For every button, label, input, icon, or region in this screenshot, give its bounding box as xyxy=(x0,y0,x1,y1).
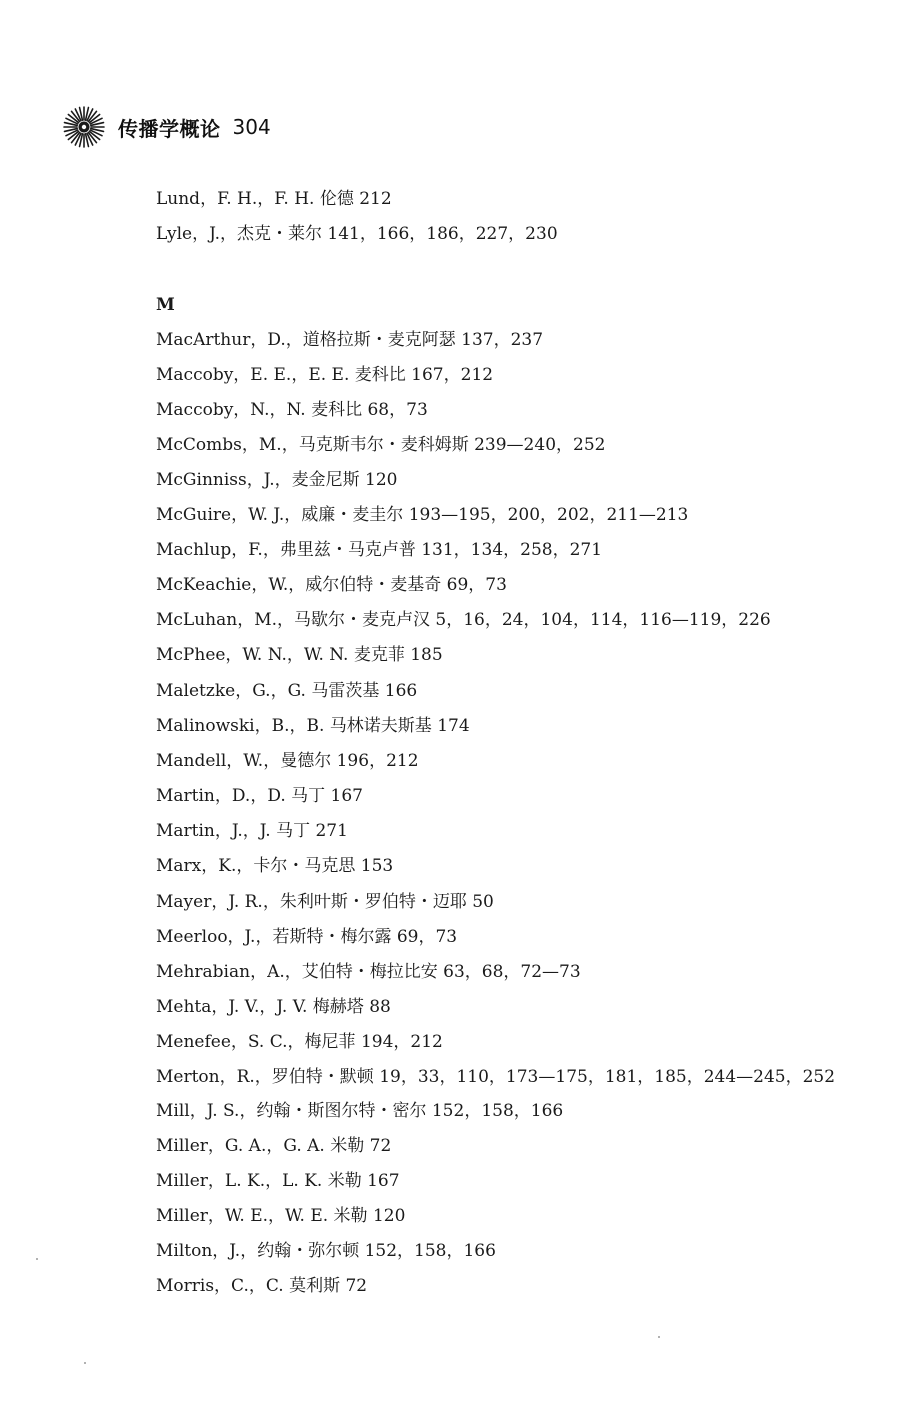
scan-speck xyxy=(84,1362,86,1364)
index-entry: Morris，C.，C. 莫利斯 72 xyxy=(156,1276,368,1296)
index-entry: Maletzke，G.，G. 马雷茨基 166 xyxy=(156,681,418,701)
index-entry: Milton，J.，约翰・弥尔顿 152，158，166 xyxy=(156,1241,496,1261)
index-entry: McKeachie，W.，威尔伯特・麦基奇 69，73 xyxy=(156,575,507,595)
chrysanthemum-emblem-icon xyxy=(62,105,106,149)
index-entry: Miller，L. K.，L. K. 米勒 167 xyxy=(156,1171,400,1191)
index-entry: McLuhan，M.，马歇尔・麦克卢汉 5，16，24，104，114，116—119，226 xyxy=(156,610,771,630)
index-entry: McGuire，W. J.，威廉・麦圭尔 193—195，200，202，211—213 xyxy=(156,505,689,525)
section-letter: M xyxy=(156,295,175,315)
index-entry: Merton，R.，罗伯特・默顿 19，33，110，173—175，181，185，244—245，252 xyxy=(156,1067,836,1087)
index-entry: Lund，F. H.，F. H. 伦德 212 xyxy=(156,189,392,209)
index-entry: Miller，G. A.，G. A. 米勒 72 xyxy=(156,1136,392,1156)
index-entry: McPhee，W. N.，W. N. 麦克菲 185 xyxy=(156,645,443,665)
index-entry: Maccoby，N.，N. 麦科比 68，73 xyxy=(156,400,428,420)
index-entry: Malinowski，B.，B. 马林诺夫斯基 174 xyxy=(156,716,470,736)
index-entry: Mayer，J. R.，朱利叶斯・罗伯特・迈耶 50 xyxy=(156,892,494,912)
index-entry: Miller，W. E.，W. E. 米勒 120 xyxy=(156,1206,406,1226)
index-entry: Lyle，J.，杰克・莱尔 141，166，186，227，230 xyxy=(156,224,558,244)
index-entry: Marx，K.，卡尔・马克思 153 xyxy=(156,856,394,876)
index-entry: Martin，D.，D. 马丁 167 xyxy=(156,786,363,806)
index-entry: Martin，J.，J. 马丁 271 xyxy=(156,821,348,841)
index-entry: Meerloo，J.，若斯特・梅尔露 69，73 xyxy=(156,927,458,947)
index-entry: Machlup，F.，弗里兹・马克卢普 131，134，258，271 xyxy=(156,540,603,560)
index-entry: Maccoby，E. E.，E. E. 麦科比 167，212 xyxy=(156,365,494,385)
index-entry: Mill，J. S.，约翰・斯图尔特・密尔 152，158，166 xyxy=(156,1101,564,1121)
index-entry: McGinniss，J.，麦金尼斯 120 xyxy=(156,470,398,490)
index-entry: McCombs，M.，马克斯韦尔・麦科姆斯 239—240，252 xyxy=(156,435,606,455)
index-entry: Mehta，J. V.，J. V. 梅赫塔 88 xyxy=(156,997,391,1017)
index-entry: Mandell，W.，曼德尔 196，212 xyxy=(156,751,419,771)
page-number: 304 xyxy=(232,115,271,139)
index-entry: Menefee，S. C.，梅尼菲 194，212 xyxy=(156,1032,443,1052)
index-entry: MacArthur，D.，道格拉斯・麦克阿瑟 137，237 xyxy=(156,330,544,350)
running-header xyxy=(62,104,271,150)
index-entry: Mehrabian，A.，艾伯特・梅拉比安 63，68，72—73 xyxy=(156,962,581,982)
book-title: 传播学概论 xyxy=(118,116,221,141)
scan-speck xyxy=(36,1258,38,1260)
scan-speck xyxy=(658,1336,660,1338)
